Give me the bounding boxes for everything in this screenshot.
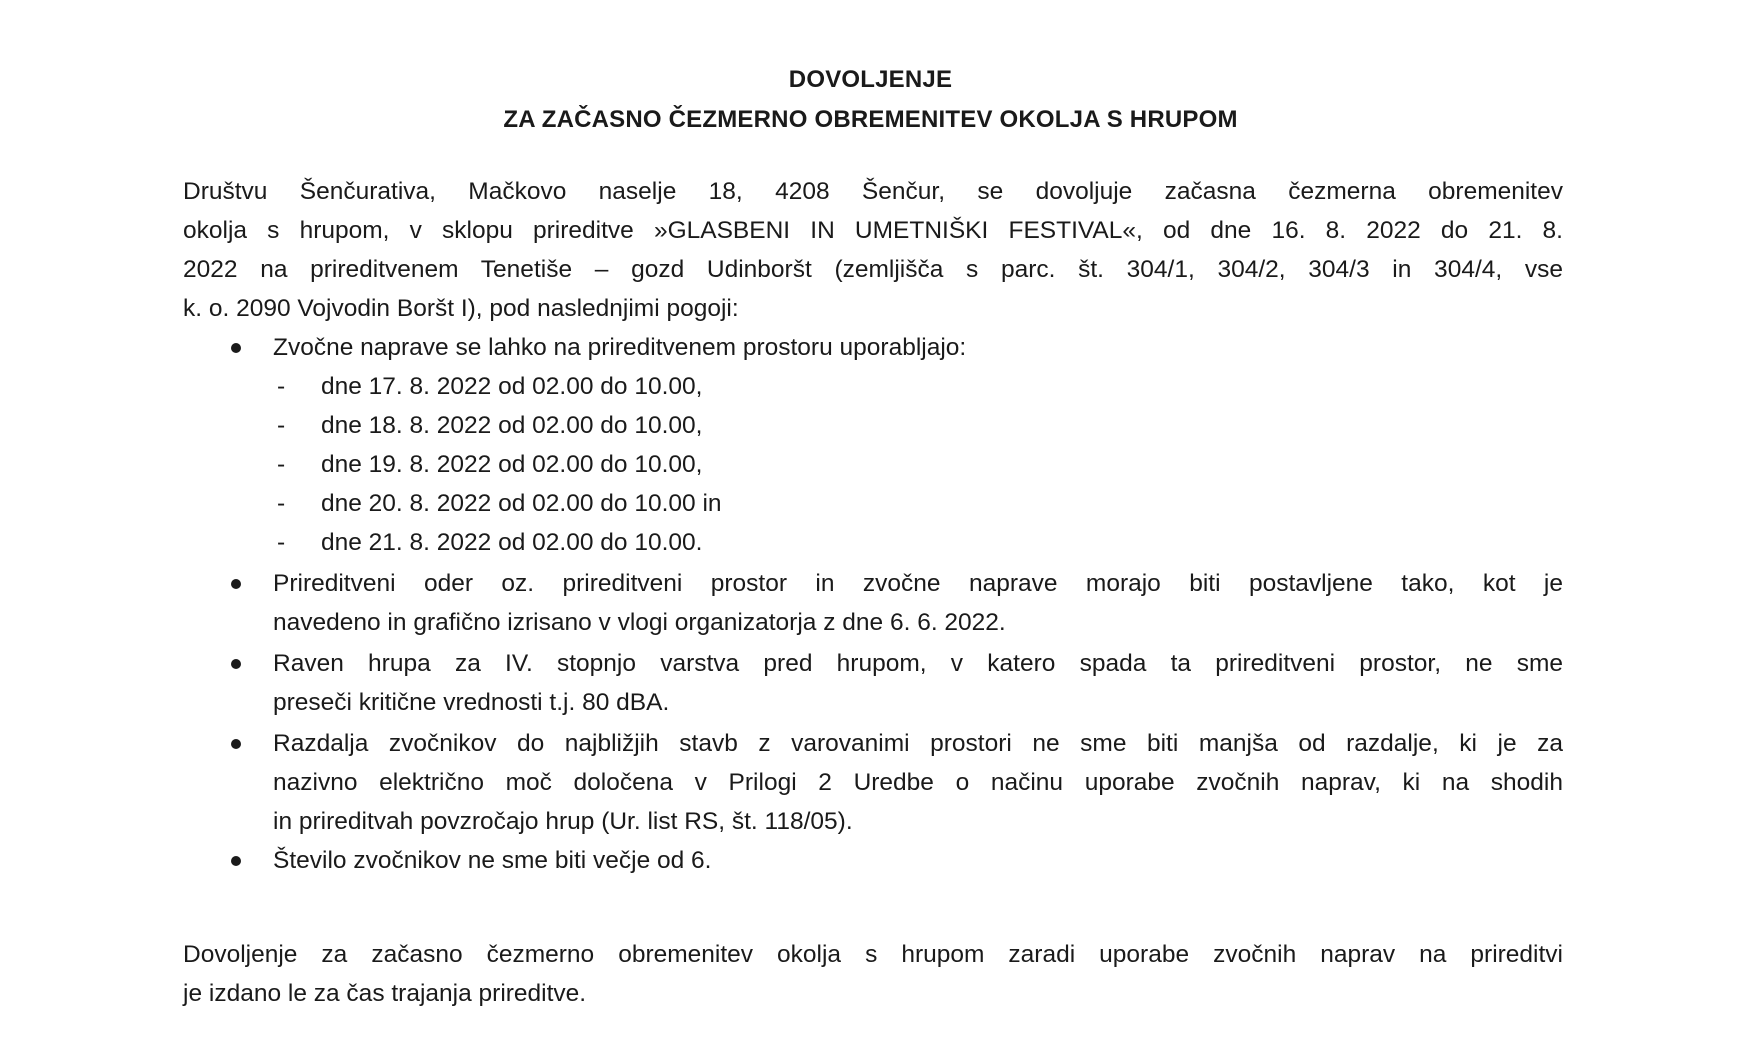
schedule-text: dne 17. 8. 2022 od 02.00 do 10.00, <box>321 373 703 400</box>
schedule-item <box>273 445 1563 484</box>
condition-text: Raven hrupa za IV. stopnjo varstva pred hrupom, v katero spada ta prireditveni prostor, ne sme <box>273 650 1563 677</box>
dash-icon: - <box>277 529 286 556</box>
schedule-item <box>273 367 1563 406</box>
condition-text: nazivno električno moč določena v Prilogi 2 Uredbe o načinu uporabe zvočnih naprav, ki na shodih <box>273 769 1563 796</box>
condition-item <box>183 644 1563 722</box>
condition-text: preseči kritične vrednosti t.j. 80 dBA. <box>273 689 670 716</box>
schedule-item <box>273 523 1563 562</box>
dash-icon: - <box>277 490 286 517</box>
condition-item <box>183 564 1563 642</box>
schedule-item <box>273 484 1563 523</box>
document-title <box>0 60 1741 140</box>
dash-icon: - <box>277 451 286 478</box>
title-line-1: DOVOLJENJE <box>788 66 953 93</box>
condition-item <box>183 841 1563 880</box>
intro-line: Društvu Šenčurativa, Mačkovo naselje 18, 4208 Šenčur, se dovoljuje začasna čezmerna obremenitev <box>183 178 1563 205</box>
schedule-text: dne 19. 8. 2022 od 02.00 do 10.00, <box>321 451 703 478</box>
closing-paragraph <box>183 935 1563 1013</box>
schedule-text: dne 18. 8. 2022 od 02.00 do 10.00, <box>321 412 703 439</box>
condition-text: Prireditveni oder oz. prireditveni prostor in zvočne naprave morajo biti postavljene tako, kot je <box>273 570 1563 597</box>
bullet-icon <box>231 659 241 669</box>
bullet-icon <box>231 739 241 749</box>
bullet-icon <box>231 343 241 353</box>
condition-item <box>183 724 1563 841</box>
intro-line: okolja s hrupom, v sklopu prireditve »GLASBENI IN UMETNIŠKI FESTIVAL«, od dne 16. 8. 2022 do 21. 8. <box>183 217 1563 244</box>
intro-line: k. o. 2090 Vojvodin Boršt I), pod naslednjimi pogoji: <box>183 295 739 322</box>
bullet-icon <box>231 579 241 589</box>
closing-line: Dovoljenje za začasno čezmerno obremenitev okolja s hrupom zaradi uporabe zvočnih naprav na prireditvi <box>183 941 1563 968</box>
title-line-2: ZA ZAČASNO ČEZMERNO OBREMENITEV OKOLJA S HRUPOM <box>503 106 1238 133</box>
schedule-text: dne 21. 8. 2022 od 02.00 do 10.00. <box>321 529 703 556</box>
dash-icon: - <box>277 373 286 400</box>
document-body <box>183 172 1563 880</box>
condition-item <box>183 328 1563 562</box>
closing-line: je izdano le za čas trajanja prireditve. <box>183 980 587 1007</box>
schedule-list <box>273 367 1563 562</box>
bullet-icon <box>231 856 241 866</box>
condition-text: Zvočne naprave se lahko na prireditvenem prostoru uporabljajo: <box>273 334 967 361</box>
intro-line: 2022 na prireditvenem Tenetiše – gozd Udinboršt (zemljišča s parc. št. 304/1, 304/2, 304/3 in 304/4, vse <box>183 256 1563 283</box>
conditions-list <box>183 328 1563 880</box>
dash-icon: - <box>277 412 286 439</box>
condition-text: Razdalja zvočnikov do najbližjih stavb z varovanimi prostori ne sme biti manjša od razdalje, ki je za <box>273 730 1563 757</box>
condition-text: in prireditvah povzročajo hrup (Ur. list RS, št. 118/05). <box>273 808 853 835</box>
intro-paragraph <box>183 172 1563 328</box>
condition-text: Število zvočnikov ne sme biti večje od 6. <box>273 847 712 874</box>
schedule-item <box>273 406 1563 445</box>
schedule-text: dne 20. 8. 2022 od 02.00 do 10.00 in <box>321 490 722 517</box>
condition-text: navedeno in grafično izrisano v vlogi organizatorja z dne 6. 6. 2022. <box>273 609 1006 636</box>
